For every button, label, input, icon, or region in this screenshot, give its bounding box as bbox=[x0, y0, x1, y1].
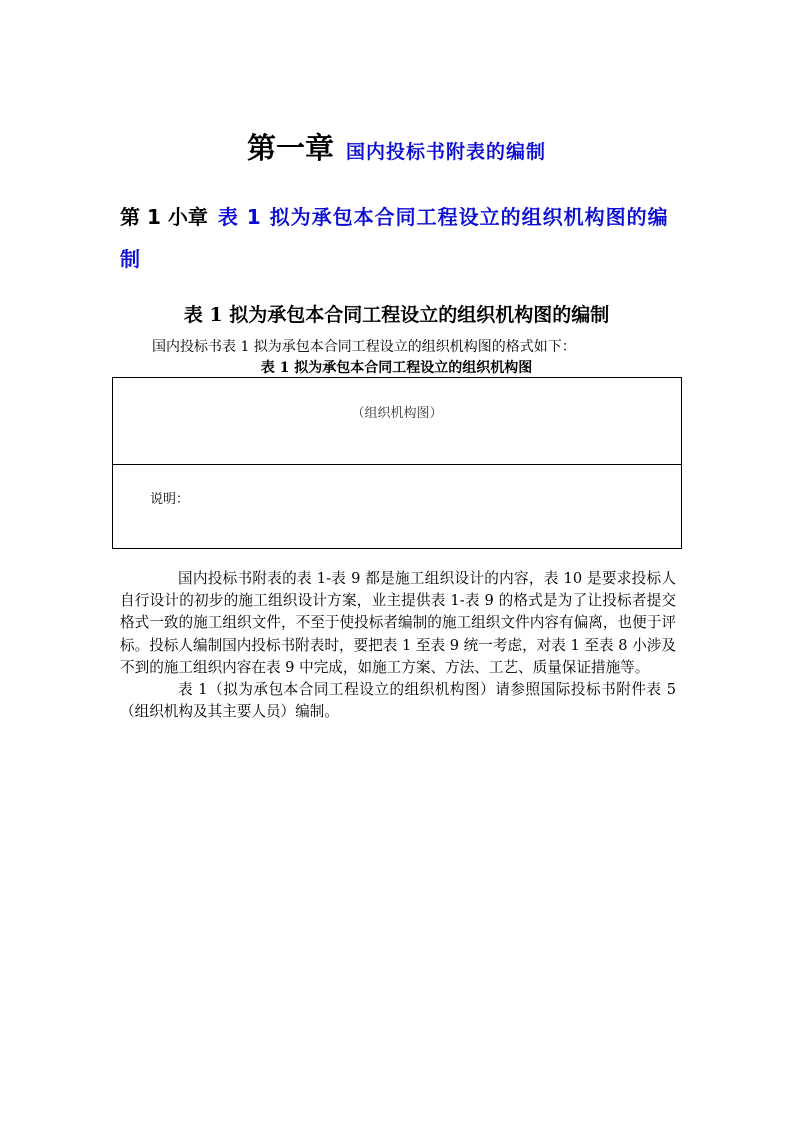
chapter-number: 第一章 bbox=[246, 131, 334, 165]
table-caption: 表 1 拟为承包本合同工程设立的组织机构图 bbox=[260, 360, 533, 376]
org-chart-table bbox=[112, 377, 682, 549]
org-chart-placeholder: （组织机构图） bbox=[351, 406, 443, 421]
note-label: 说明： bbox=[150, 492, 190, 507]
table-heading: 表 1 拟为承包本合同工程设立的组织机构图的编制 bbox=[183, 304, 610, 326]
chapter-subtitle: 国内投标书附表的编制 bbox=[346, 141, 547, 163]
section-number: 第 1 小章 bbox=[120, 205, 208, 229]
section-title: 表 1 拟为承包本合同工程设立的组织机构图的编制 bbox=[120, 205, 669, 271]
body-text bbox=[120, 568, 676, 723]
org-chart-cell bbox=[113, 378, 681, 465]
body-paragraph-1: 国内投标书附表的表 1-表 9 都是施工组织设计的内容，表 10 是要求投标人自行设计的初步的施工组织设计方案，业主提供表 1-表 9 的格式是为了让投标者提交格式一致的施工组织文件，不至于使投标者编制的施工组织文件内容有偏离，也便于评标。投标人编制国内投标书附表时，要把表 1 至表 9 统一考虑，对表 1 至表 8 小涉及不到的施工组织内容在表 9 中完成，如施工方案、方法、工艺、质量保证措施等。 bbox=[120, 570, 676, 676]
intro-text: 国内投标书表 1 拟为承包本合同工程设立的组织机构图的格式如下： bbox=[152, 339, 576, 355]
chapter-heading bbox=[0, 126, 793, 167]
section-heading bbox=[120, 196, 680, 280]
body-paragraph-2: 表 1（拟为承包本合同工程设立的组织机构图）请参照国际投标书附件表 5（组织机构及其主要人员）编制。 bbox=[120, 681, 676, 721]
